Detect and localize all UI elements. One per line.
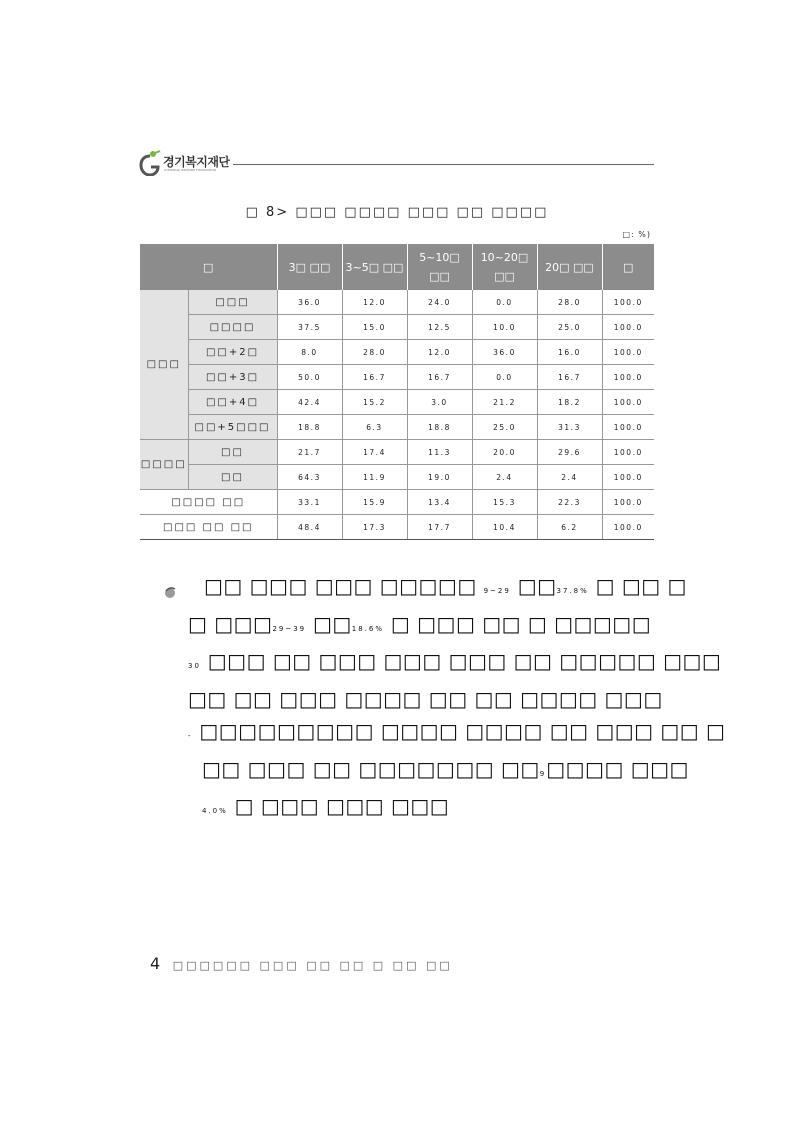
text-run: □□ □□ □□□ □□□□ □□ □□ □□□□ □□□ <box>188 686 663 711</box>
text-run: 29~39 <box>272 624 307 633</box>
value-cell: 50.0 <box>277 365 342 390</box>
value-cell: 100.0 <box>602 365 654 390</box>
table-row <box>140 365 654 390</box>
value-cell: 37.5 <box>277 315 342 340</box>
value-cell: 28.0 <box>537 290 602 315</box>
value-cell: 17.7 <box>407 515 472 540</box>
value-cell: 13.4 <box>407 490 472 515</box>
header-cell: □ <box>140 244 277 290</box>
group-label: □□□ <box>140 290 188 440</box>
text-run: □ □□ □ <box>595 574 687 598</box>
text-run: 4.0% <box>202 807 228 815</box>
table-row <box>140 415 654 440</box>
value-cell: 100.0 <box>602 490 654 515</box>
value-cell: 0.0 <box>472 290 537 315</box>
text-run: □ □□□ <box>188 611 273 636</box>
text-run: □ □□□ □□ □ □□□□□ <box>390 611 652 636</box>
value-cell: 24.0 <box>407 290 472 315</box>
value-cell: 48.4 <box>277 515 342 540</box>
value-cell: 10.4 <box>472 515 537 540</box>
value-cell: 64.3 <box>277 465 342 490</box>
group-label: □□□□ <box>140 440 188 490</box>
value-cell: 22.3 <box>537 490 602 515</box>
page-number: 4 <box>150 954 161 973</box>
text-run: □□□□ □□□ <box>546 756 689 781</box>
value-cell: 15.9 <box>342 490 407 515</box>
row-label: □□ <box>188 440 277 465</box>
value-cell: 11.9 <box>342 465 407 490</box>
value-cell: 12.0 <box>342 290 407 315</box>
text-run: 9~29 <box>483 587 511 595</box>
total-label: □□□□ □□ <box>140 490 277 515</box>
value-cell: 6.3 <box>342 415 407 440</box>
text-run: □□□ □□ □□□ □□□ □□□ □□ □□□□□ □□□ <box>207 649 722 673</box>
table-row <box>140 440 654 465</box>
logo-subtext: GYEONGGI WELFARE FOUNDATION <box>164 168 216 172</box>
text-run: 18.6% <box>351 624 385 633</box>
value-cell: 17.3 <box>342 515 407 540</box>
table-header-row <box>140 244 654 290</box>
value-cell: 2.4 <box>537 465 602 490</box>
value-cell: 16.7 <box>407 365 472 390</box>
table-row <box>140 390 654 415</box>
value-cell: 33.1 <box>277 490 342 515</box>
value-cell: 16.7 <box>537 365 602 390</box>
value-cell: 15.2 <box>342 390 407 415</box>
bullet-icon <box>163 585 177 599</box>
row-label: □□+5□□□ <box>188 415 277 440</box>
header-cell: 20□ □□ <box>537 244 602 290</box>
row-label: □□□ <box>188 290 277 315</box>
row-label: □□+2□ <box>188 340 277 365</box>
value-cell: 11.3 <box>407 440 472 465</box>
value-cell: 36.0 <box>277 290 342 315</box>
text-run: 37.8% <box>556 587 589 595</box>
value-cell: 10.0 <box>472 315 537 340</box>
value-cell: 100.0 <box>602 415 654 440</box>
table-row <box>140 490 654 515</box>
row-label: □□+4□ <box>188 390 277 415</box>
value-cell: 25.0 <box>537 315 602 340</box>
value-cell: 29.6 <box>537 440 602 465</box>
text-run: □□□□□□□□□ □□□□ □□□□ □□ □□□ □□ □ <box>199 719 726 743</box>
text-run: 30 <box>188 662 201 670</box>
header-cell: 3□ □□ <box>277 244 342 290</box>
logo-text: 경기복지재단 <box>163 155 230 169</box>
value-cell: 100.0 <box>602 390 654 415</box>
header-rule <box>233 164 654 165</box>
value-cell: 36.0 <box>472 340 537 365</box>
table-row <box>140 315 654 340</box>
value-cell: 18.8 <box>277 415 342 440</box>
text-run: □ □□□ □□□ □□□ <box>234 794 450 818</box>
page-footer <box>150 954 453 973</box>
foundation-logo <box>139 150 249 176</box>
total-label: □□□ □□ □□ <box>140 515 277 540</box>
row-label: □□+3□ <box>188 365 277 390</box>
table-row <box>140 465 654 490</box>
value-cell: 15.3 <box>472 490 537 515</box>
value-cell: 12.5 <box>407 315 472 340</box>
table-row <box>140 290 654 315</box>
table-title: □ 8> □□□ □□□□ □□□ □□ □□□□ <box>245 205 549 220</box>
value-cell: 42.4 <box>277 390 342 415</box>
value-cell: 20.0 <box>472 440 537 465</box>
value-cell: 6.2 <box>537 515 602 540</box>
logo-mark-icon <box>139 150 161 176</box>
value-cell: 100.0 <box>602 315 654 340</box>
header-cell: 10~20□ □□ <box>472 244 537 290</box>
value-cell: 18.8 <box>407 415 472 440</box>
header-cell: 3~5□ □□ <box>342 244 407 290</box>
value-cell: 100.0 <box>602 440 654 465</box>
value-cell: 100.0 <box>602 465 654 490</box>
value-cell: 25.0 <box>472 415 537 440</box>
table-row <box>140 340 654 365</box>
value-cell: 19.0 <box>407 465 472 490</box>
text-run: 9 <box>539 769 547 778</box>
value-cell: 15.0 <box>342 315 407 340</box>
value-cell: 28.0 <box>342 340 407 365</box>
data-table <box>140 244 654 540</box>
value-cell: 100.0 <box>602 340 654 365</box>
value-cell: 21.7 <box>277 440 342 465</box>
text-run: □□ <box>313 611 352 636</box>
value-cell: 16.7 <box>342 365 407 390</box>
header-cell: □ <box>602 244 654 290</box>
text-run: - <box>188 732 193 740</box>
value-cell: 12.0 <box>407 340 472 365</box>
value-cell: 31.3 <box>537 415 602 440</box>
value-cell: 18.2 <box>537 390 602 415</box>
value-cell: 17.4 <box>342 440 407 465</box>
value-cell: 8.0 <box>277 340 342 365</box>
table-unit: □: %) <box>622 230 651 239</box>
text-run: □□ □□□ □□ □□□□□□□ □□ <box>202 756 540 781</box>
value-cell: 0.0 <box>472 365 537 390</box>
value-cell: 100.0 <box>602 515 654 540</box>
body-paragraph <box>188 570 726 828</box>
text-run: □□ □□□ □□□ □□□□□ <box>204 574 477 598</box>
value-cell: 3.0 <box>407 390 472 415</box>
text-run: □□ <box>517 574 557 598</box>
row-label: □□ <box>188 465 277 490</box>
value-cell: 21.2 <box>472 390 537 415</box>
value-cell: 2.4 <box>472 465 537 490</box>
footer-text: □□□□□□ □□□ □□ □□ □ □□ □□ <box>172 959 453 972</box>
value-cell: 16.0 <box>537 340 602 365</box>
value-cell: 100.0 <box>602 290 654 315</box>
header-cell: 5~10□ □□ <box>407 244 472 290</box>
row-label: □□□□ <box>188 315 277 340</box>
table-row <box>140 515 654 540</box>
